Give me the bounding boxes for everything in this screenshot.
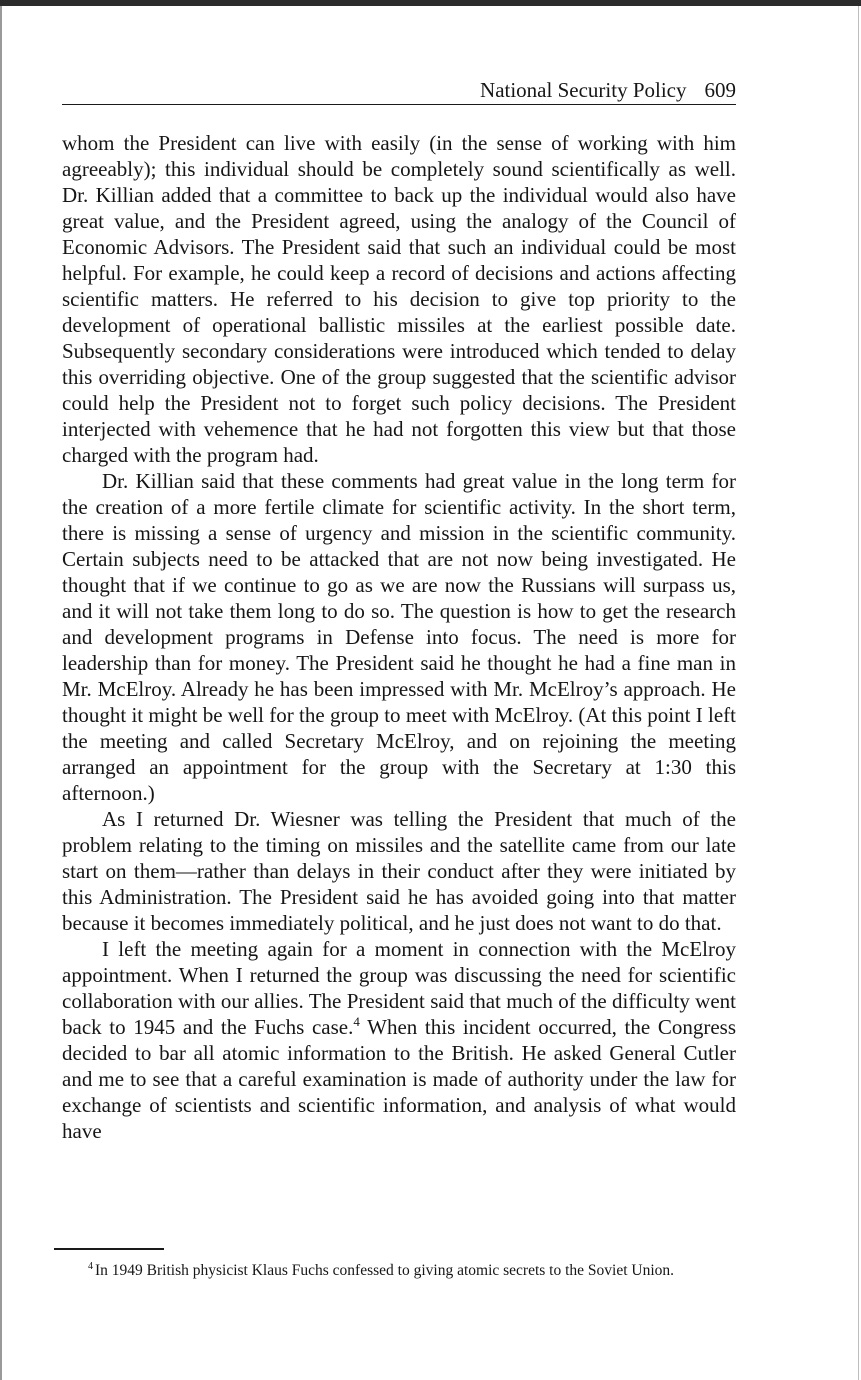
paragraph-3: As I returned Dr. Wiesner was telling the President that much of the problem relating to the timing on missiles and the satellite came from our late start on them—rather than delays in their conduct after they were initiated by this Administration. The President said he has avoided going into that matter because it becomes immediately political, and he just does not want to do that.	[62, 807, 736, 935]
body-text	[62, 130, 736, 1144]
paragraph-1: whom the President can live with easily (in the sense of working with him agreeably); this individual should be completely sound scientifically as well. Dr. Killian added that a committee to back up the individual would also have great value, and the President agreed, using the analogy of the Council of Economic Advisors. The President said that such an individual could be most helpful. For example, he could keep a record of decisions and actions affecting scientific matters. He referred to his decision to give top priority to the development of operational ballistic missiles at the earliest possible date. Subsequently secondary considerations were introduced which tended to delay this overriding objective. One of the group suggested that the scientific advisor could help the President not to forget such policy decisions. The President interjected with vehemence that he had not forgotten this view but that those charged with the program had.	[62, 131, 736, 467]
footnote-rule	[54, 1248, 164, 1250]
page-number: 609	[704, 78, 736, 102]
paragraph-4-text-a: I left the meeting again for a moment in connection with the McElroy appointment. When I returned the group was discussing the need for scientific collaboration with our allies. The President said that much of the difficulty went back to 1945 and the Fuchs case.	[62, 937, 736, 1039]
page-top-edge	[0, 0, 861, 6]
page-right-edge	[858, 6, 859, 1380]
footnote-text: In 1949 British physicist Klaus Fuchs confessed to giving atomic secrets to the Soviet Union.	[95, 1262, 675, 1279]
paragraph-4-text-b: When this incident occurred, the Congress decided to bar all atomic information to the British. He asked General Cutler and me to see that a careful examination is made of authority under the law for exchange of scientists and scientific information, and analysis of what would have	[62, 1015, 736, 1143]
footnote	[54, 1262, 734, 1280]
paragraph-2: Dr. Killian said that these comments had great value in the long term for the creation of a more fertile climate for scientific activity. In the short term, there is missing a sense of urgency and mission in the scientific community. Certain subjects need to be attacked that are not now being investigated. He thought that if we continue to go as we are now the Russians will surpass us, and it will not take them long to do so. The question is how to get the research and development programs in Defense into focus. The need is more for leadership than for money. The President said he thought he had a fine man in Mr. McElroy. Already he has been impressed with Mr. McElroy’s approach. He thought it might be well for the group to meet with McElroy. (At this point I left the meeting and called Secretary McElroy, and on rejoining the meeting arranged an appointment for the group with the Secretary at 1:30 this afternoon.)	[62, 469, 736, 805]
running-head	[62, 76, 736, 105]
page-left-edge	[0, 6, 2, 1380]
footnote-reference: 4	[353, 1014, 360, 1029]
footnote-number: 4	[88, 1260, 93, 1272]
paragraph-4	[62, 936, 736, 1144]
running-title: National Security Policy	[480, 78, 687, 102]
